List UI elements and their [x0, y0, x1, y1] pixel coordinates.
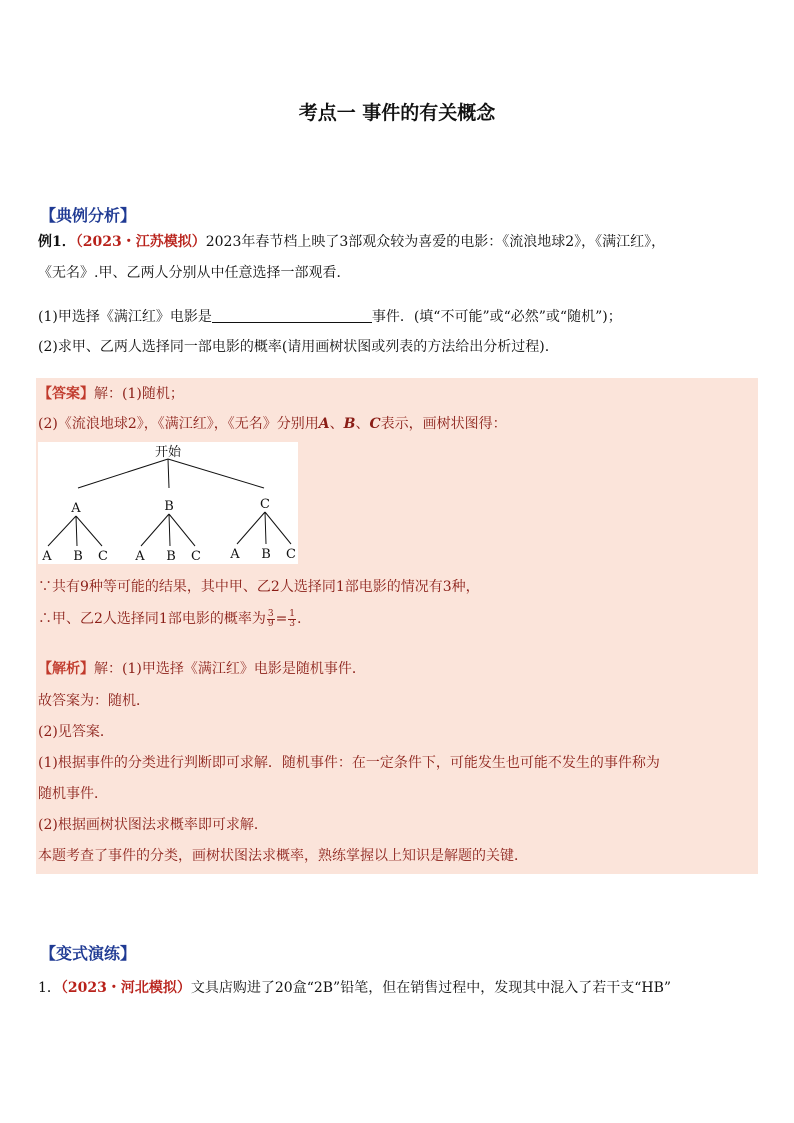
answer-line-1 [38, 383, 184, 403]
answer-line-2 [38, 413, 507, 433]
fraction-3-9: $\frac{3}{9}$ [267, 608, 274, 629]
equals-sign: = [275, 611, 288, 627]
answer-period: . [297, 611, 302, 627]
tree-leaf: B [73, 549, 83, 564]
question-1-before: (1)甲选择《满江红》电影是 [38, 309, 212, 325]
tree-leaf: C [191, 549, 201, 564]
section-heading-variant: 【变式演练】 [40, 944, 137, 963]
answer-blank [212, 308, 372, 323]
section-heading-example: 【典例分析】 [40, 206, 137, 225]
question-1 [38, 306, 622, 326]
exercise-line-1 [38, 977, 671, 997]
tree-leaf: A [42, 549, 52, 564]
var-b: B [343, 416, 356, 432]
fraction-1-3: $\frac{1}{3}$ [289, 608, 296, 629]
question-1-after: 事件．(填“不可能”或“必然”或“随机”)； [371, 309, 622, 325]
example-text-1: 2023年春节档上映了3部观众较为喜爱的电影：《流浪地球2》，《满江红》， [205, 234, 666, 250]
var-a: A [318, 416, 330, 432]
answer-text-4: ∴甲、乙2人选择同1部电影的概率为 [38, 611, 266, 627]
example-line-1 [38, 231, 665, 251]
analysis-line-3: (2)见答案． [38, 724, 114, 740]
var-c: C [369, 416, 381, 432]
page-title: 考点一 事件的有关概念 [298, 102, 496, 124]
answer-text-2-post: 表示，画树状图得： [380, 416, 507, 432]
exercise-source: （2023・河北模拟） [60, 980, 191, 996]
separator-1: 、 [329, 416, 344, 432]
exercise-label: 1． [38, 980, 61, 996]
tree-node-c: C [260, 497, 270, 512]
answer-text-1: 解：(1)随机； [94, 386, 184, 402]
question-2: (2)求甲、乙两人选择同一部电影的概率(请用画树状图或列表的方法给出分析过程). [38, 339, 550, 355]
tree-node-b: B [164, 499, 174, 514]
tree-node-a: A [71, 501, 81, 516]
analysis-line-4: (1)根据事件的分类进行判断即可求解．随机事件：在一定条件下，可能发生也可能不发生的事件称为 [38, 755, 660, 771]
tree-leaf: A [230, 547, 240, 562]
analysis-line-7: 本题考查了事件的分类，画树状图法求概率，熟练掌握以上知识是解题的关键． [38, 848, 528, 864]
example-line-2: 《无名》.甲、乙两人分别从中任意选择一部观看． [38, 265, 351, 281]
example-source: （2023・江苏模拟） [75, 234, 206, 250]
tree-leaf: B [261, 547, 271, 562]
tree-diagram [38, 442, 298, 564]
analysis-label: 【解析】 [38, 661, 94, 677]
analysis-line-6: (2)根据画树状图法求概率即可求解． [38, 817, 268, 833]
analysis-line-2: 故答案为：随机． [38, 693, 150, 709]
analysis-line-5: 随机事件． [38, 786, 108, 802]
example-label: 例1． [38, 234, 76, 250]
analysis-text-1: 解：(1)甲选择《满江红》电影是随机事件． [94, 661, 366, 677]
answer-label: 【答案】 [38, 386, 94, 402]
answer-text-2: (2)《流浪地球2》，《满江红》，《无名》分别用 [38, 416, 319, 432]
tree-leaf: B [166, 549, 176, 564]
separator-2: 、 [355, 416, 370, 432]
tree-root: 开始 [154, 445, 182, 460]
answer-line-3: ∵共有9种等可能的结果，其中甲、乙2人选择同1部电影的情况有3种， [38, 579, 480, 595]
tree-leaf: C [286, 547, 296, 562]
tree-leaf: A [135, 549, 145, 564]
exercise-text: 文具店购进了20盒“2B”铅笔，但在销售过程中，发现其中混入了若干支“HB” [190, 980, 672, 996]
tree-leaf: C [98, 549, 108, 564]
analysis-line-1 [38, 658, 366, 678]
answer-line-4 [38, 608, 301, 629]
